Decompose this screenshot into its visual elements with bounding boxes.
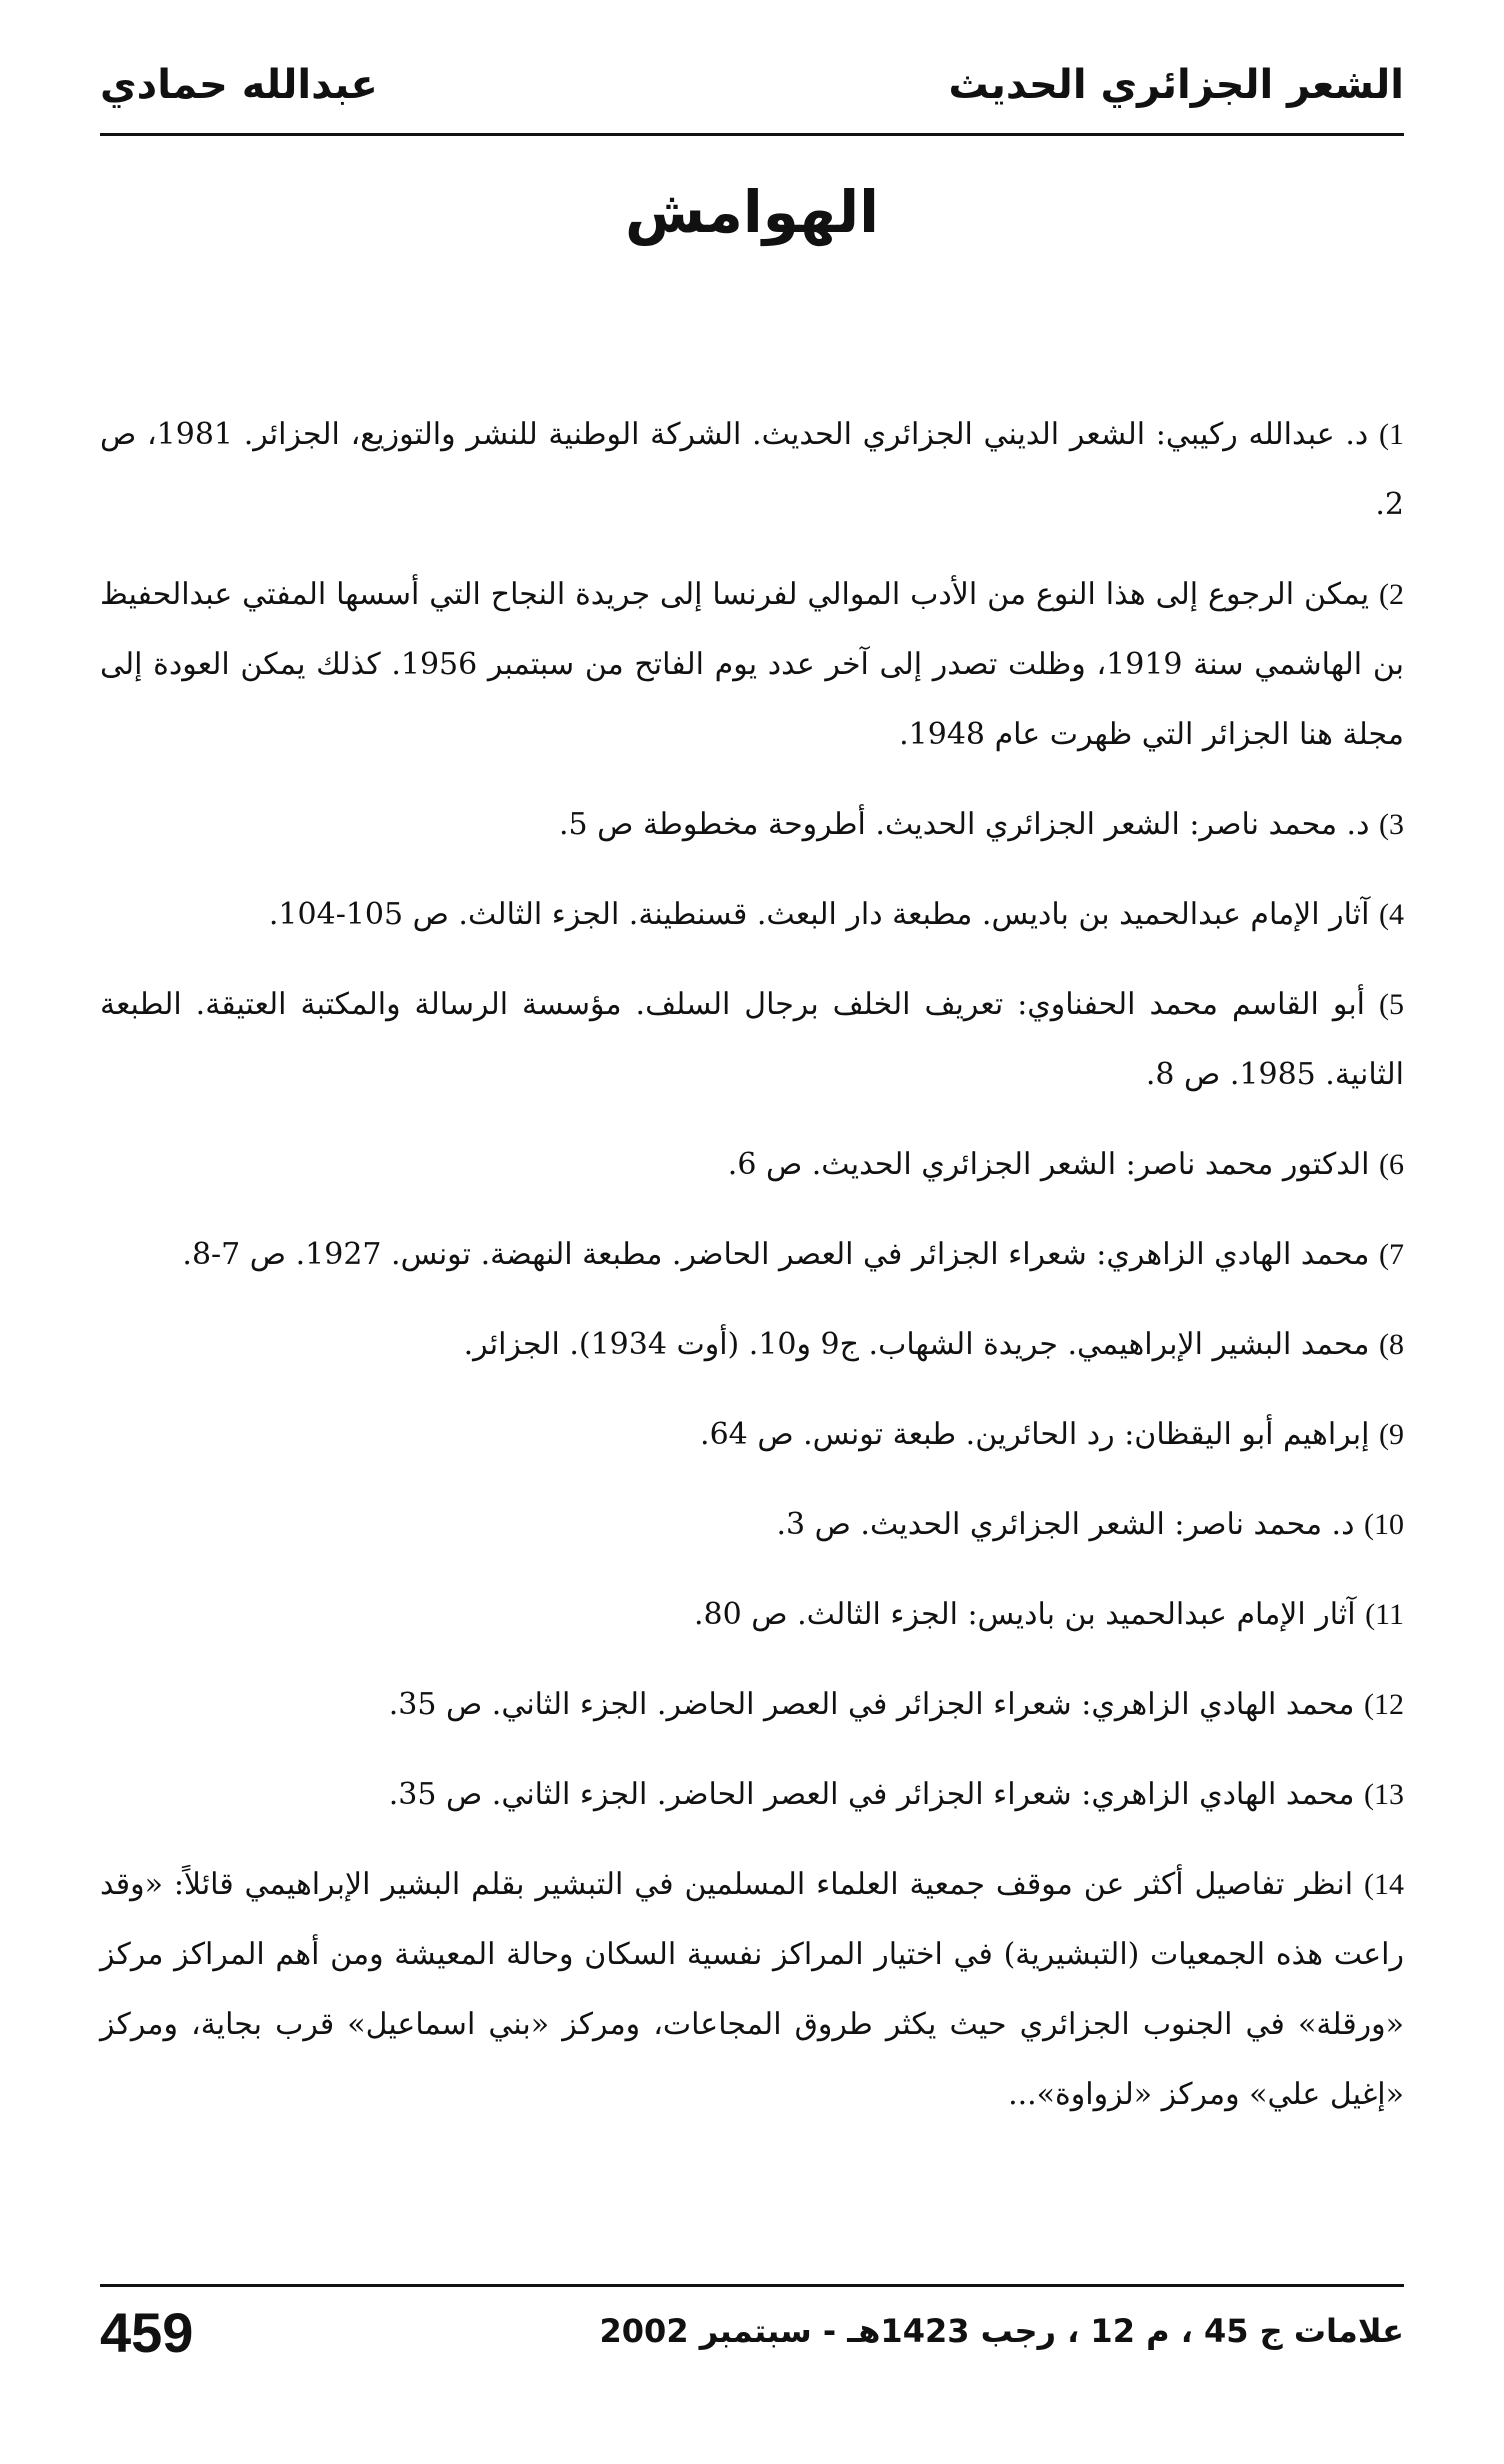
endnote xyxy=(100,1850,1404,2130)
endnote-number: 4) xyxy=(1379,898,1404,931)
endnote xyxy=(100,1310,1404,1380)
endnote xyxy=(100,1220,1404,1290)
endnote-number: 12) xyxy=(1364,1688,1404,1721)
endnote-number: 6) xyxy=(1379,1148,1404,1181)
page-number: 459 xyxy=(100,2301,194,2364)
endnote xyxy=(100,1670,1404,1740)
endnote-text: محمد البشير الإبراهيمي. جريدة الشهاب. ج9 و10. (أوت 1934). الجزائر. xyxy=(463,1327,1370,1362)
endnote xyxy=(100,560,1404,770)
endnote-text: يمكن الرجوع إلى هذا النوع من الأدب الموالي لفرنسا إلى جريدة النجاح التي أسسها المفتي عبدالحفيظ بن الهاشمي سنة 1919، وظلت تصدر إلى آخر عدد يوم الفاتح من سبتمبر 1956. كذلك يمكن العودة إلى مجلة هنا الجزائر التي ظهرت عام 1948. xyxy=(100,577,1405,752)
endnote-text: أبو القاسم محمد الحفناوي: تعريف الخلف برجال السلف. مؤسسة الرسالة والمكتبة العتيقة. الطبعة الثانية. 1985. ص 8. xyxy=(100,987,1404,1092)
endnote-number: 11) xyxy=(1365,1598,1404,1631)
endnote xyxy=(100,1580,1404,1650)
running-header xyxy=(100,50,1404,130)
endnote-text: محمد الهادي الزاهري: شعراء الجزائر في العصر الحاضر. الجزء الثاني. ص 35. xyxy=(388,1687,1355,1722)
endnote-text: آثار الإمام عبدالحميد بن باديس: الجزء الثالث. ص 80. xyxy=(694,1597,1356,1632)
journal-citation: علامات ج 45 ، م 12 ، رجب 1423هـ - سبتمبر 2002 xyxy=(599,2312,1404,2350)
running-header-author: عبدالله حمادي xyxy=(100,62,378,108)
endnote-text: محمد الهادي الزاهري: شعراء الجزائر في العصر الحاضر. الجزء الثاني. ص 35. xyxy=(388,1777,1355,1812)
endnote-number: 13) xyxy=(1364,1778,1404,1811)
endnote-number: 14) xyxy=(1363,1868,1404,1901)
header-divider xyxy=(100,133,1404,136)
endnote-text: د. محمد ناصر: الشعر الجزائري الحديث. ص 3. xyxy=(776,1507,1355,1542)
endnote xyxy=(100,1400,1404,1470)
endnote-text: آثار الإمام عبدالحميد بن باديس. مطبعة دار البعث. قسنطينة. الجزء الثالث. ص 105-104. xyxy=(268,897,1370,932)
endnote xyxy=(100,880,1404,950)
footer-divider xyxy=(100,2284,1404,2287)
endnote-text: انظر تفاصيل أكثر عن موقف جمعية العلماء المسلمين في التبشير بقلم البشير الإبراهيمي قائلاً: «وقد راعت هذه الجمعيات (التبشيرية) في اختيار المراكز نفسية السكان وحالة المعيشة ومن أهم المراكز مركز «ورقلة» في الجنوب الجزائري حيث يكثر طروق المجاعات، ومركز «بني اسماعيل» قرب بجاية، ومركز «إغيل علي» ومركز «لزواوة»... xyxy=(100,1867,1404,2112)
endnotes-list xyxy=(100,400,1404,2150)
page-footer xyxy=(100,2300,1404,2390)
endnote-number: 9) xyxy=(1379,1418,1404,1451)
endnote-text: د. محمد ناصر: الشعر الجزائري الحديث. أطروحة مخطوطة ص 5. xyxy=(558,807,1370,842)
endnote-number: 5) xyxy=(1379,988,1404,1021)
endnote xyxy=(100,1490,1404,1560)
endnote-number: 2) xyxy=(1379,578,1404,611)
endnote-number: 1) xyxy=(1379,418,1404,451)
endnote-number: 3) xyxy=(1379,808,1404,841)
endnote xyxy=(100,400,1404,540)
endnote-text: الدكتور محمد ناصر: الشعر الجزائري الحديث. ص 6. xyxy=(727,1147,1370,1182)
endnote xyxy=(100,790,1404,860)
endnote-number: 7) xyxy=(1379,1238,1404,1271)
endnote-number: 8) xyxy=(1379,1328,1404,1361)
endnote-number: 10) xyxy=(1364,1508,1404,1541)
running-header-book-title: الشعر الجزائري الحديث xyxy=(948,62,1404,108)
endnote-text: محمد الهادي الزاهري: شعراء الجزائر في العصر الحاضر. مطبعة النهضة. تونس. 1927. ص 7-8. xyxy=(182,1237,1370,1272)
endnote-text: د. عبدالله ركيبي: الشعر الديني الجزائري الحديث. الشركة الوطنية للنشر والتوزيع، الجزائر. 1981، ص 2. xyxy=(100,417,1404,522)
endnote xyxy=(100,970,1404,1110)
section-title: الهوامش xyxy=(624,178,880,246)
endnote xyxy=(100,1760,1404,1830)
endnote xyxy=(100,1130,1404,1200)
endnote-text: إبراهيم أبو اليقظان: رد الحائرين. طبعة تونس. ص 64. xyxy=(700,1417,1370,1452)
